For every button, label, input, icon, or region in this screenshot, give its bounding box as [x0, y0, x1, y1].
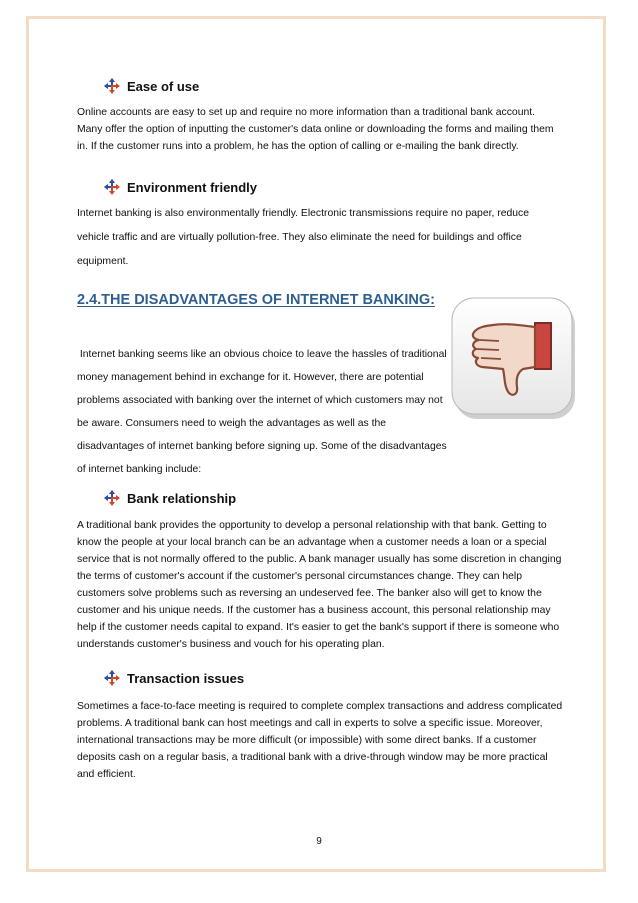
heading-bank-relationship [104, 490, 236, 506]
heading-ease-of-use [104, 78, 199, 94]
paragraph-ease-of-use: Online accounts are easy to set up and require no more information than a traditional bank account. Many offer the option of inputting the customer's data online or downloading the forms and mailing them in. If the customer runs into a problem, he has the option of calling or e-mailing the bank directly. [77, 107, 554, 152]
paragraph-disadvantages-intro [77, 343, 447, 481]
four-direction-arrow-icon [104, 78, 120, 94]
intro-text: Internet banking seems like an obvious choice to leave the hassles of traditional money management behind in exchange for it. However, there are potential problems associated with banking over the internet of which customers may not be aware. Consumers need to weigh the advantages as well as the disadvantages of internet banking before signing up. Some of the disadvantages of internet banking include: [77, 349, 447, 475]
heading-text: Transaction issues [127, 670, 245, 686]
page-number: 9 [316, 836, 322, 847]
heading-environment-friendly [104, 179, 257, 195]
paragraph-environment-friendly: Internet banking is also environmentally friendly. Electronic transmissions require no paper, reduce vehicle traffic and are virtually pollution-free. They also eliminate the need for buildings and office equipment. [77, 208, 530, 267]
heading-text: Environment friendly [127, 179, 258, 195]
heading-text: Ease of use [127, 78, 200, 94]
four-direction-arrow-icon [104, 490, 120, 506]
four-direction-arrow-icon [104, 670, 120, 686]
four-direction-arrow-icon [104, 179, 120, 195]
heading-transaction-issues [104, 670, 244, 686]
paragraph-transaction-issues: Sometimes a face-to-face meeting is required to complete complex transactions and address complicated problems. A traditional bank can host meetings and call in experts to solve a specific issue. Moreover, international transactions may be more difficult (or impossible) with some direct banks. If a customer deposits cash on a regular basis, a traditional bank with a drive-through window may be more practical and efficient. [77, 701, 563, 780]
thumbs-down-icon [449, 293, 579, 425]
heading-text: Bank relationship [127, 490, 237, 506]
paragraph-bank-relationship: A traditional bank provides the opportunity to develop a personal relationship with that bank. Getting to know the people at your local branch can be an advantage when a customer needs a loan or a special service that is not normally offered to the public. A bank manager usually has some discretion in changing the terms of customer's account if the customer's personal circumstances change. They can help customers solve problems such as reversing an undeserved fee. The banker also will get to know the customer and his unique needs. If the customer has a business account, this personal relationship may help if the customer needs capital to expand. It's easier to get the bank's support if there is someone who understands customer's business and vouch for his operating plan. [77, 520, 562, 650]
section-title: 2.4.THE DISADVANTAGES OF INTERNET BANKING: [77, 292, 435, 308]
